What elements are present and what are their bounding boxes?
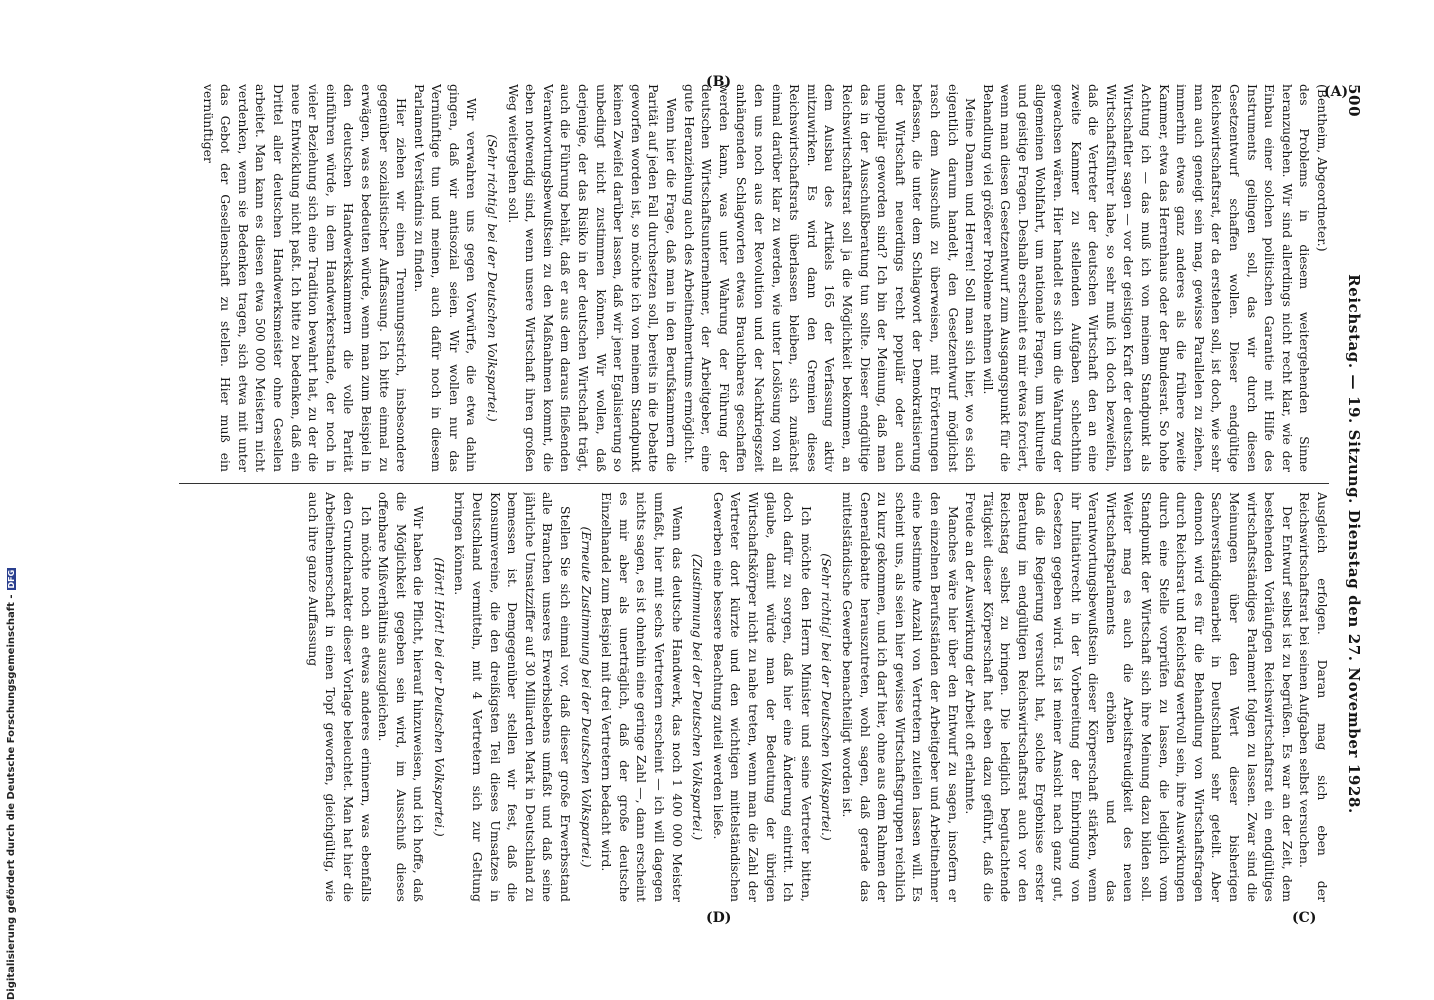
paragraph: Ich möchte noch an etwas anderes erinnern, was ebenfalls den Grundcharakter dieser Vorlage beleuchtet. Man hat hier die Arbeitnehmerschaft in einen Topf geworfen, gleichgültig, wie auch ihre ganze Auffassung bbox=[305, 492, 374, 902]
rotated-page-content bbox=[123, 84, 1363, 944]
margin-mark-d: (D) bbox=[706, 910, 732, 926]
margin-mark-a: (A) bbox=[1324, 84, 1349, 100]
paragraph: Wenn hier die Frage, daß man in den Berufskammern die Parität auf jeden Fall durchsetzen soll, bereits in die Debatte geworfen worden ist, so möchte ich von meinem Standpunkt keinen Zweifel darüber lassen, daß wir jener Egalisierung so unbedingt nicht zustimmen können. Wir wollen, daß derjenige, der das Risiko in der deutschen Wirtschaft trägt, auch die Führung behält, daß er aus dem daraus fließenden Verantwortungsbewußtsein zu den Maßnahmen kommt, die eben notwendig sind, wenn unsere Wirtschaft ihren großen Weg weitergehen soll. bbox=[505, 84, 680, 472]
paragraph: Wir haben die Pflicht, hierauf hinzuweisen, und ich hoffe, daß die Möglichkeit gegeben sein wird, im Ausschuß dieses offenbare Mißverhältnis auszugleichen. bbox=[376, 492, 427, 902]
page-number: 500 bbox=[1345, 84, 1363, 118]
left-column bbox=[141, 84, 1331, 472]
paragraph: Hier ziehen wir einen Trennungsstrich, insbesondere gegenüber sozialistischer Auffassung. Ich bitte einmal zu erwägen, was es bedeuten würde, wenn man zum Beispiel in den deutschen Handwerkskammern die volle Parität einführen würde, in dem Handwerkerstande, der noch in vieler Beziehung sich eine Tradition bewahrt hat, zu der die neue Entwicklung nicht paßt. Ich bitte zu bedenken, daß ein Drittel aller deutschen Handwerksmeister ohne Gesellen arbeitet. Man kann es diesen etwa 500 000 Meistern nicht verdenken, wenn sie Bedenken tragen, sich etwa mit unter das Gebot der Gesellenschaft zu stellen. Hier muß ein vernünftiger bbox=[200, 84, 410, 472]
margin-mark-c: (C) bbox=[1292, 910, 1317, 926]
column-divider bbox=[179, 483, 1329, 484]
paragraph: Meine Damen und Herren! Soll man sich hier, wo es sich eigentlich darum handelt, den Gesetzentwurf möglichst rasch dem Ausschuß zu überweisen, mit Erörterungen befassen, die unter dem Schlagwort der Demokratisierung der Wirtschaft neuerdings recht populär oder auch unpopulär geworden sind? Ich bin der Meinung, daß man das in der Ausschußberatung tun sollte. Dieser endgültige Reichswirtschaftsrat soll ja die Möglichkeit bekommen, an dem Ausbau des Artikels 165 der Verfassung aktiv mitzuwirken. Es wird dann den Gremien dieses Reichswirtschaftsrats überlassen bleiben, sich zunächst einmal darüber klar zu werden, wie unter Loslösung von all den uns noch aus der Revolution und der Nachkriegszeit anhängenden Schlagworten etwas Brauchbares geschaffen werden kann, was unter Wahrung der Führung der deutschen Wirtschaftsunternehmer, der Arbeitgeber, eine gute Heranziehung auch des Arbeitnehmertums ermöglicht. bbox=[681, 84, 979, 472]
paragraph: Der Entwurf selbst ist zu begrüßen. Es war an der Zeit, dem bestehenden Vorläufigen Reichswirtschaftsrat ein endgültiges wirtschaftsständiges Parlament folgen zu lassen. Zwar sind die Meinungen über den Wert dieser bisherigen Sachverständigenarbeit in Deutschland sehr geteilt. Aber dennoch wird es für die Behandlung von Wirtschaftsfragen durch Reichsrat und Reichstag wertvoll sein, ihre Auswirkungen durch eine Stelle vorprüfen zu lassen, die lediglich vom Standpunkt der Wirtschaft sich ihre Meinung dazu bilden soll. Weiter mag es auch die Arbeitsfreudigkeit des neuen Wirtschaftsparlaments erhöhen und das Verantwortungsbewußtsein dieser Körperschaft stärken, wenn ihr Initiativrecht in der Vorbereitung der Einbringung von Gesetzen gegeben wird. Es ist meiner Ansicht nach ganz gut, daß die Regierung versucht hat, solche Ergebnisse erster Beratung im endgültigen Reichswirtschaftsrat auch vor den Reichstag selbst zu bringen. Die lediglich begutachtende Tätigkeit dieser Körperschaft hat eben dazu geführt, daß die Freude an der Auswirkung der Arbeit oft erlahmte. bbox=[963, 492, 1295, 902]
paragraph: Wir verwahren uns gegen Vorwürfe, die etwa dahin gingen, daß wir antisozial seien. Wir wollen nur das Vernünftige tun und meinen, auch dafür noch in diesem Parlament Verständnis zu finden. bbox=[411, 84, 480, 472]
speaker-line: (Bentheim, Abgeordneter.) bbox=[1315, 84, 1330, 252]
paragraph: Ausgleich erfolgen. Daran mag sich eben der Reichswirtschaftsrat bei seinen Aufgaben selbst versuchen. bbox=[1297, 492, 1330, 902]
right-column bbox=[141, 492, 1331, 902]
paragraph: Manches wäre hier über den Entwurf zu sagen, insofern er den einzelnen Berufsständen der Arbeitgeber und Arbeitnehmer eine bestimmte Anzahl von Vertretern zuteilen lassen will. Es scheint uns, als seien hier gewisse Wirtschaftsgruppen reichlich zu kurz gekommen, und ich darf hier, ohne aus dem Rahmen der Generaldebatte herauszutreten, wohl sagen, daß gerade das mittelständische Gewerbe benachteiligt worden ist. bbox=[839, 492, 961, 902]
interjection: (Erneute Zustimmung bei der Deutschen Volkspartei.) bbox=[578, 526, 594, 868]
interjection: (Hört! Hört! bei der Deutschen Volkspartei.) bbox=[431, 557, 447, 837]
credit-text: Digitalisierung gefördert durch die Deutsche Forschungsgemeinschaft - bbox=[6, 594, 17, 1000]
paragraph: Wenn das deutsche Handwerk, das noch 1 400 000 Meister umfaßt, hier mit sechs Vertretern erscheint — ich will dagegen nichts sagen, es ist ohnehin eine geringe Zahl —, dann erscheint es mir aber als unerträglich, daß der große deutsche Einzelhandel zum Beispiel mit drei Vertretern bedacht wird. bbox=[599, 492, 685, 902]
margin-mark-b: (B) bbox=[706, 74, 732, 90]
dfg-logo: DFG bbox=[6, 569, 16, 589]
interjection: (Sehr richtig! bei der Deutschen Volkspartei.) bbox=[485, 134, 501, 422]
paragraph: Stellen Sie sich einmal vor, daß dieser große Erwerbsstand alle Branchen unseres Erwerbslebens umfaßt und daß seine jährliche Umsatzziffer auf 30 Milliarden Mark in Deutschland zu bemessen ist. Demgegenüber stellen wir fest, daß die Konsumvereine, die den dreißigsten Teil dieses Umsatzes in Deutschland vermitteln, mit 4 Vertretern sich zur Geltung bringen können. bbox=[452, 492, 574, 902]
running-header bbox=[1341, 84, 1363, 944]
interjection: (Zustimmung bei der Deutschen Volkspartei.) bbox=[690, 553, 706, 841]
running-title: Reichstag. — 19. Sitzung. Dienstag den 27. November 1928. bbox=[1345, 274, 1363, 814]
digitization-credit bbox=[6, 20, 20, 1000]
paragraph: des Problems in diesem weitergehenden Sinne heranzugehen. Wir sind allerdings nicht recht klar, wie der Einbau einer solchen politischen Garantie mit Hilfe des Instruments gelingen soll, das wir durch diesen Gesetzentwurf schaffen wollen. Dieser endgültige Reichswirtschaftsrat, der da erstehen soll, ist doch, wie sehr man auch geneigt sein mag, gewisse Parallelen zu ziehen, immerhin etwas ganz anderes als die frühere zweite Kammer, etwa das Herrenhaus oder der Bundesrat. So hohe Achtung ich — das muß ich von meinem Standpunkt als Wirtschaftler sagen — vor der geistigen Kraft der deutschen Wirtschaftsführer habe, so sehr muß ich doch bezweifeln, daß die Vertreter der deutschen Wirtschaft den an eine zweite Kammer zu stellenden Aufgaben schlechthin gewachsen wären. Hier handelt es sich um die Wahrung der allgemeinen Wohlfahrt, um nationale Fragen, um kulturelle und geistige Fragen. Deshalb erscheint es mir etwas forciert, wenn man diesen Gesetzentwurf zum Ausgangspunkt für die Behandlung viel größerer Probleme nehmen will. bbox=[980, 84, 1313, 472]
interjection: (Sehr richtig! bei der Deutschen Volkspartei.) bbox=[819, 553, 835, 841]
paragraph: Ich möchte den Herrn Minister und seine Vertreter bitten, doch dafür zu sorgen, daß hier eine Änderung eintritt. Ich glaube, damit würde man der Bedeutung der übrigen Wirtschaftskörper nicht zu nahe treten, wenn man die Zahl der Vertreter dort kürzte und den wichtigen mittelständischen Gewerben eine bessere Beachtung zuteil werden ließe. bbox=[710, 492, 814, 902]
